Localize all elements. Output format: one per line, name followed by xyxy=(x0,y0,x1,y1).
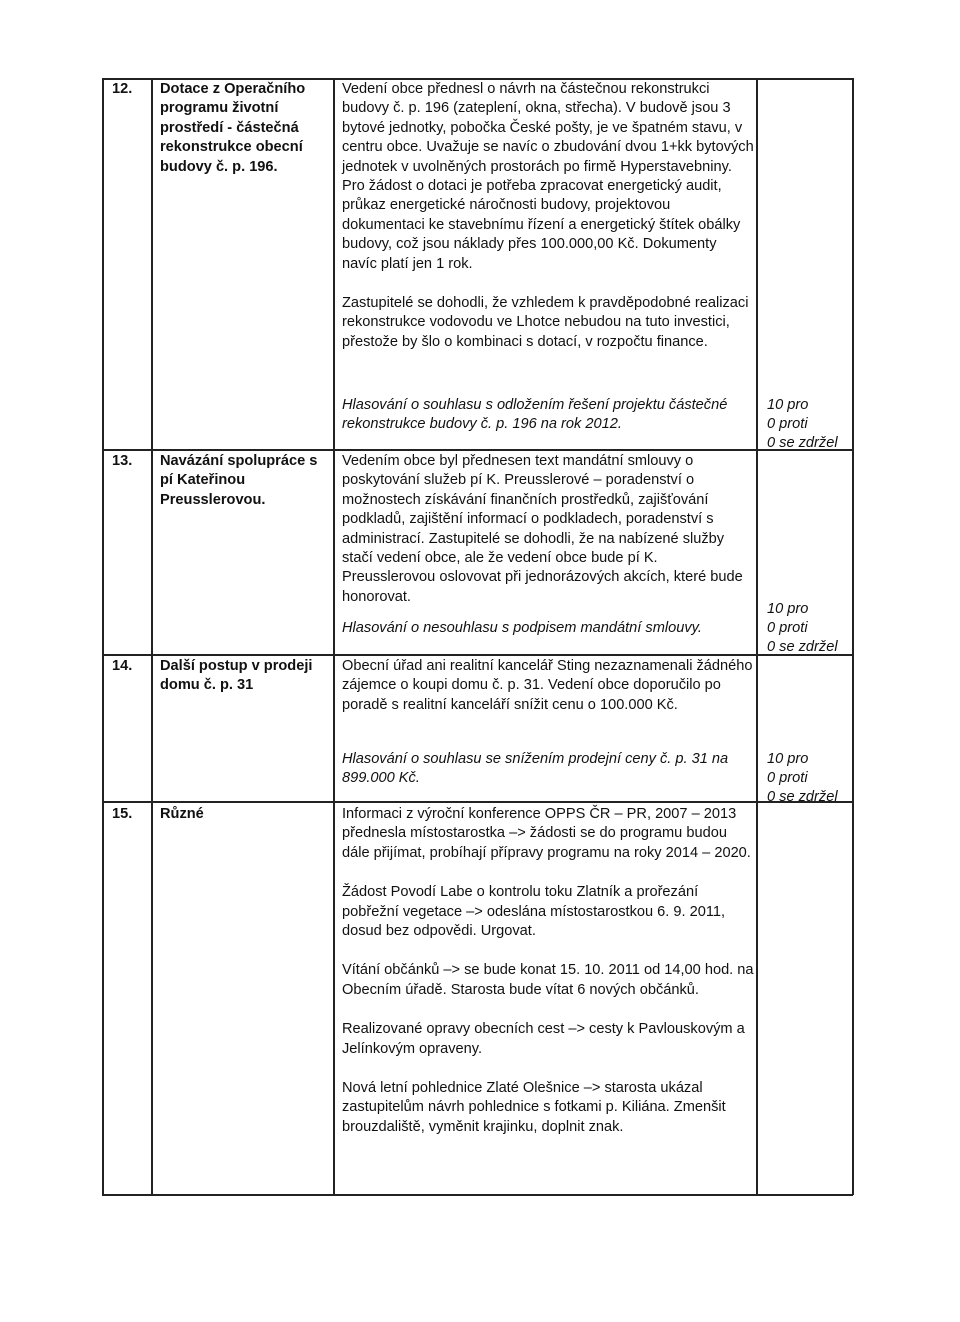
vote-result xyxy=(767,750,838,807)
vote-proti: 0 proti xyxy=(767,416,808,432)
paragraph: Vedením obce byl přednesen text mandátní smlouvy o poskytování služeb pí K. Preusslerové – poradenství o možnostech získávání finančních prostředků, zajišťování podkladů, zajištění informací o podkladech, poradenství s administrací. Zastupitelé se dohodli, že na nabízené služby stačí vedení obce, ale že vedení obce bude pí K. Preusslerovou oslovovat při jednorázových akcích, které bude honorovat. xyxy=(342,453,743,605)
paragraph: Obecní úřad ani realitní kancelář Sting nezaznamenali žádného zájemce o koupi domu č. p. 31. Vedení obce doporučilo po poradě s realitní kanceláří snížit cenu o 100.000 Kč. xyxy=(342,658,753,713)
vote-proti: 0 proti xyxy=(767,620,808,636)
paragraph: Vítání občánků –> se bude konat 15. 10. 2011 od 14,00 hod. na Obecním úřadě. Starosta bude vítat 6 nových občánků. xyxy=(342,962,754,998)
paragraph: Vedení obce přednesl o návrh na částečnou rekonstrukci budovy č. p. 196 (zateplení, okna, střecha). V budově jsou 3 bytové jednotky, pobočka České pošty, je ve špatném stavu, v centru obce. Uvažuje se navíc o zbudování dvou 1+kk bytových jednotek v uvolněných prostorách po firmě Hyperstavebniny. Pro žádost o dotaci je potřeba zpracovat energetický audit, průkaz energetické náročnosti budovy, projektovou dokumentaci ke stavebnímu řízení a energetický štítek obálky budovy, což jsou náklady přes 100.000,00 Kč. Dokumenty navíc platí jen 1 rok. xyxy=(342,81,754,272)
paragraph: Realizované opravy obecních cest –> cesty k Pavlouskovým a Jelínkovým opraveny. xyxy=(342,1021,745,1057)
paragraph: Zastupitelé se dohodli, že vzhledem k pravděpodobné realizaci rekonstrukce vodovodu ve Lhotce nebudou na tuto investici, přestože by šlo o kombinaci s dotací, v rozpočtu finance. xyxy=(342,295,749,350)
item-topic: Navázání spolupráce s pí Kateřinou Preusslerovou. xyxy=(160,453,318,508)
item-topic: Různé xyxy=(160,806,204,822)
item-topic: Další postup v prodeji domu č. p. 31 xyxy=(160,658,313,694)
item-number: 14. xyxy=(112,658,133,674)
paragraph: Informaci z výroční konference OPPS ČR – PR, 2007 – 2013 přednesla místostarostka –> žádosti se do programu budou dále přijímat, probíhají přípravy programu na roky 2014 – 2020. xyxy=(342,806,751,861)
vote-zdrzel: 0 se zdržel xyxy=(767,639,838,655)
vote-zdrzel: 0 se zdržel xyxy=(767,789,838,805)
item-description xyxy=(342,805,754,1137)
vote-pro: 10 pro xyxy=(767,751,809,767)
column-divider-2 xyxy=(333,78,335,1195)
item-description xyxy=(342,657,754,715)
vote-motion: Hlasování o nesouhlasu s podpisem mandátní smlouvy. xyxy=(342,620,702,636)
row-divider-15 xyxy=(102,801,853,803)
vote-motion: Hlasování o souhlasu s odložením řešení projektu částečné rekonstrukce budovy č. p. 196 na rok 2012. xyxy=(342,397,728,433)
table-left-border xyxy=(102,78,104,1195)
vote-zdrzel: 0 se zdržel xyxy=(767,435,838,451)
vote-proti: 0 proti xyxy=(767,770,808,786)
item-description xyxy=(342,452,754,607)
item-description xyxy=(342,80,754,352)
paragraph: Žádost Povodí Labe o kontrolu toku Zlatník a prořezání pobřežní vegetace –> odeslána místostarostkou 6. 9. 2011, dosud bez odpovědi. Urgovat. xyxy=(342,884,726,940)
vote-motion: Hlasování o souhlasu se snížením prodejní ceny č. p. 31 na 899.000 Kč. xyxy=(342,751,729,787)
vote-pro: 10 pro xyxy=(767,397,809,413)
item-topic: Dotace z Operačního programu životní prostředí - částečná rekonstrukce obecní budovy č. p. 196. xyxy=(160,81,306,175)
table-right-border xyxy=(852,78,854,1195)
vote-result xyxy=(767,600,838,657)
vote-pro: 10 pro xyxy=(767,601,809,617)
paragraph: Nová letní pohlednice Zlaté Olešnice –> starosta ukázal zastupitelům návrh pohlednice s fotkami p. Kiliána. Zmenšit brouzdaliště, vyměnit krajinku, doplnit znak. xyxy=(342,1080,726,1135)
column-divider-1 xyxy=(151,78,153,1195)
item-number: 13. xyxy=(112,453,133,469)
row-divider-14 xyxy=(102,654,853,656)
item-number: 12. xyxy=(112,81,133,97)
item-number: 15. xyxy=(112,806,133,822)
column-divider-3 xyxy=(756,78,758,1195)
table-bottom-border xyxy=(102,1194,853,1196)
vote-result xyxy=(767,396,838,453)
row-divider-13 xyxy=(102,449,853,451)
